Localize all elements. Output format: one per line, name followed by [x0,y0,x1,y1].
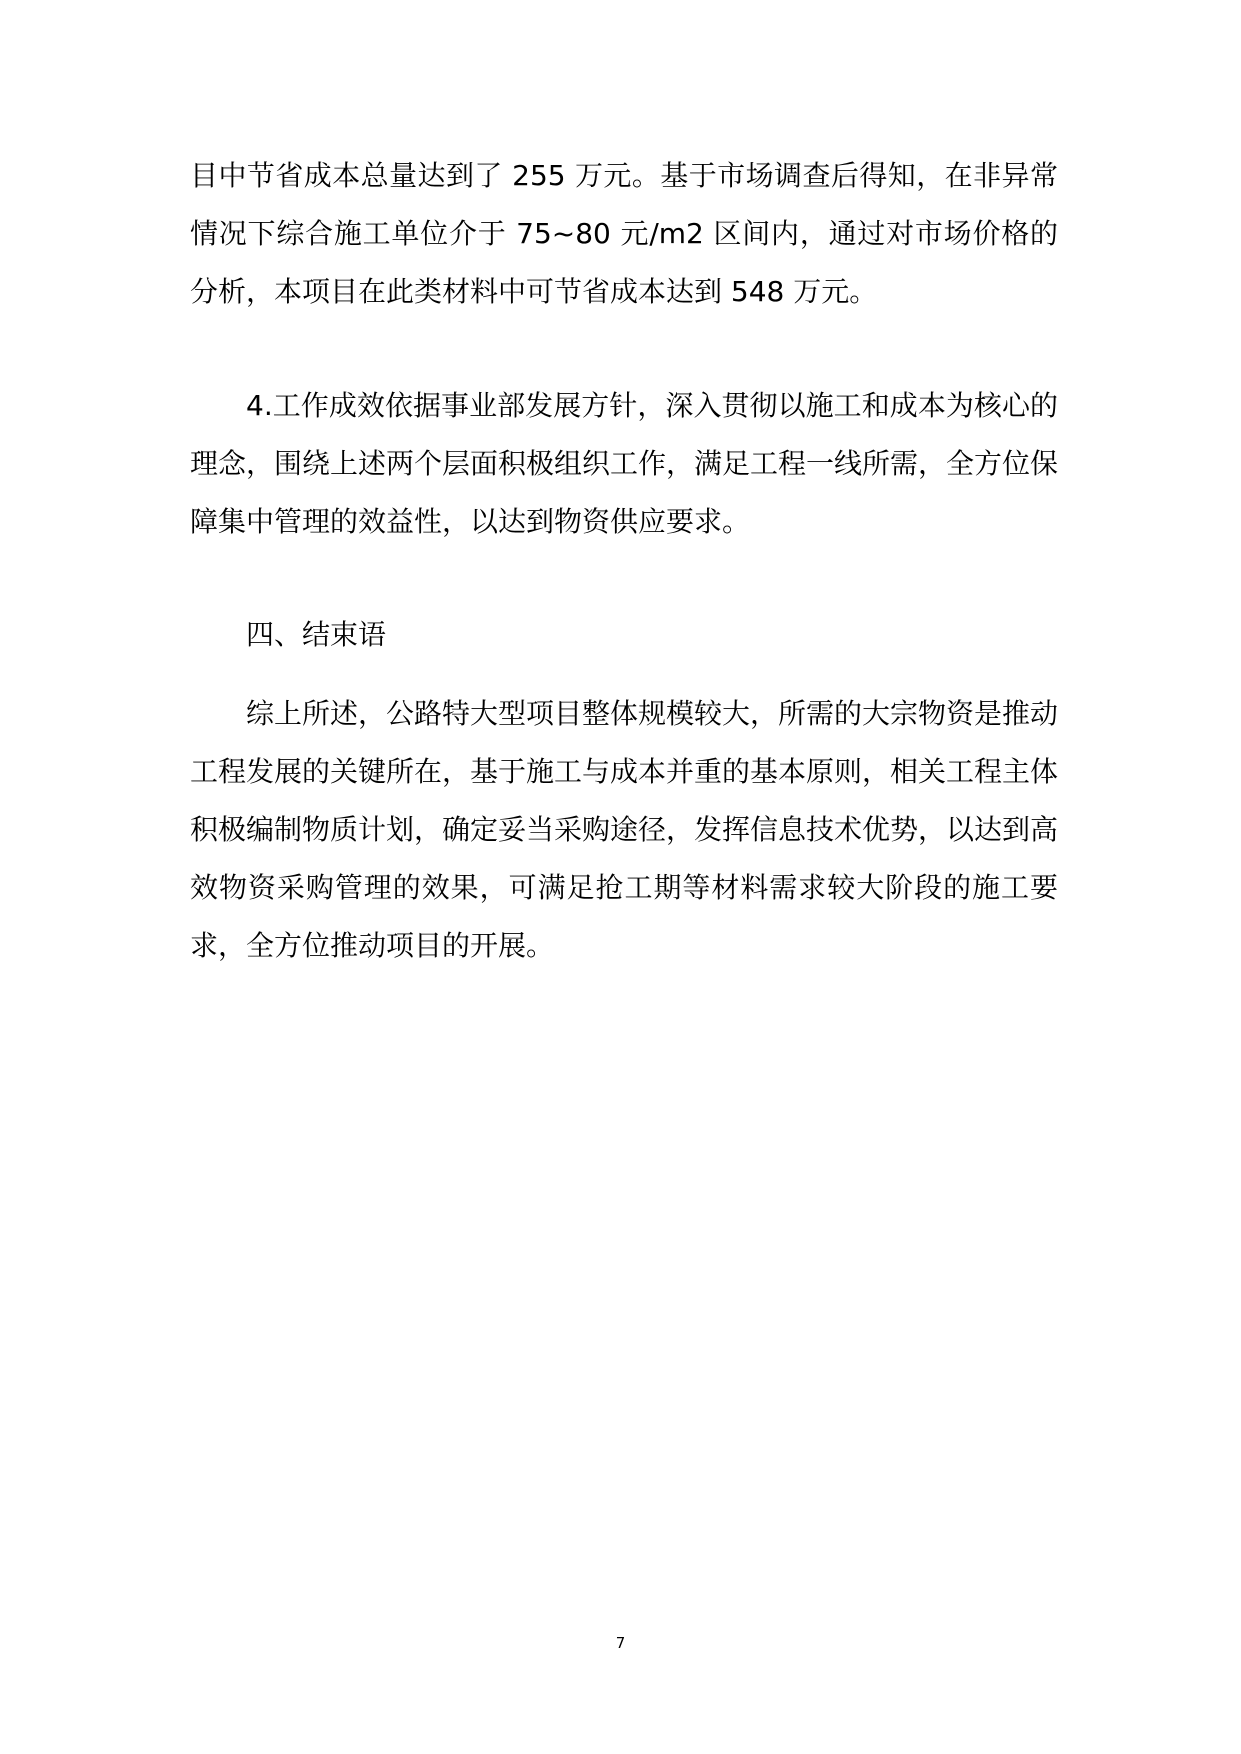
paragraph-conclusion: 综上所述，公路特大型项目整体规模较大，所需的大宗物资是推动工程发展的关键所在，基于施工与成本并重的基本原则，相关工程主体积极编制物质计划，确定妥当采购途径，发挥信息技术优势，以达到高效物资采购管理的效果，可满足抢工期等材料需求较大阶段的施工要求，全方位推动项目的开展。 [190,697,1059,962]
page-number: 7 [615,1634,626,1652]
paragraph-work-results: 4.工作成效依据事业部发展方针，深入贯彻以施工和成本为核心的理念，围绕上述两个层面积极组织工作，满足工程一线所需，全方位保障集中管理的效益性，以达到物资供应要求。 [190,389,1059,538]
section-heading-conclusion: 四、结束语 [246,618,387,651]
paragraph-cost-savings: 目中节省成本总量达到了 255 万元。基于市场调查后得知，在非异常情况下综合施工单位介于 75~80 元/m2 区间内，通过对市场价格的分析，本项目在此类材料中可节省成本达到 548 万元。 [190,159,1058,308]
